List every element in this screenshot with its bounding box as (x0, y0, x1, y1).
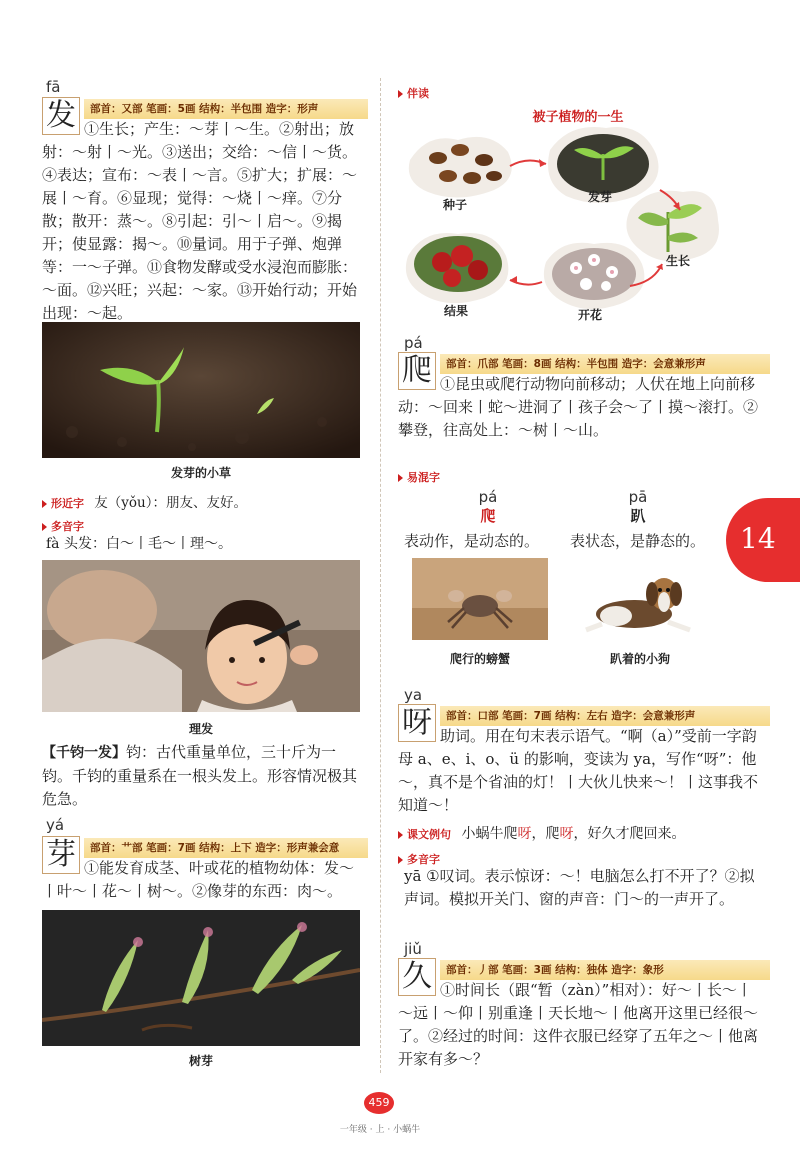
confuse-left-pinyin: pá (478, 488, 498, 506)
ya-particle-definition: 助词。用在句末表示语气。“啊（a）”受前一字韵母 a、e、i、o、ü 的影响，变读为 ya，写作“呀”：他～，真不是个省油的灯！丨大伙儿快来～！丨这事我不知道～！ (398, 727, 759, 814)
ya-bud-character-box: 芽 (42, 836, 80, 874)
example-highlight-2: 呀 (559, 826, 574, 842)
example-mid: ，爬 (531, 826, 560, 842)
reading-tag-wrap (398, 82, 429, 101)
jiu-definition: ①时间长（跟“暂（zàn）”相对）：好～丨长～丨～远丨～仰丨别重逢丨天长地～丨他离开这里已经很～了。②经过的时间：这件衣服已经穿了五年之～丨他离开家有多～？ (398, 981, 759, 1068)
ya-bud-info-bar: 部首：艹部 笔画：7画 结构：上下 造字：形声兼会意 (84, 838, 368, 858)
ya-bud-definition: ①能发育成茎、叶或花的植物幼体：发～丨叶～丨花～丨树～。②像芽的东西：肉～。 (42, 859, 355, 900)
jiu-character-box: 久 (398, 958, 436, 996)
sprout-caption: 发芽的小草 (170, 466, 231, 480)
stage-label-fruit: 结果 (444, 304, 469, 318)
haircut-caption: 理发 (188, 722, 213, 736)
fa-pinyin: fā (46, 78, 61, 96)
ya-particle-pinyin: ya (404, 686, 423, 704)
stage-fruit-image (406, 233, 509, 303)
reading-tag: 伴读 (398, 87, 429, 100)
example-line (398, 823, 685, 843)
pa-pinyin: pá (404, 334, 423, 352)
page-footer: 一年级 · 上 · 小蜗牛 (339, 1125, 421, 1135)
confuse-tag: 易混字 (398, 471, 440, 484)
dog-photo (572, 558, 708, 640)
stage-label-seed: 种子 (443, 198, 468, 212)
haircut-photo (42, 560, 360, 712)
idiom-text: 钧：古代重量单位，三十斤为一钧。千钧的重量系在一根头发上。形容情况极其危急。 (42, 743, 358, 808)
ya-particle-info-bar: 部首：口部 笔画：7画 结构：左右 造字：会意兼形声 (440, 706, 770, 726)
example-highlight-1: 呀 (517, 826, 532, 842)
stage-label-grow: 生长 (666, 254, 691, 268)
example-tag: 课文例句 (398, 828, 451, 841)
confuse-tag-wrap (398, 466, 440, 485)
stage-label-flower: 开花 (578, 308, 603, 322)
stage-grow-image (626, 191, 719, 262)
stage-label-germinate: 发芽 (588, 190, 613, 204)
fa-duoyin-text: fà 头发：白～丨毛～丨理～。 (46, 536, 232, 552)
jiu-pinyin: jiǔ (404, 940, 422, 958)
crab-caption: 爬行的螃蟹 (449, 652, 510, 666)
confuse-right-desc: 表状态，是静态的。 (570, 532, 706, 550)
reading-title: 被子植物的一生 (532, 110, 624, 125)
confuse-right-char: 趴 (630, 507, 646, 525)
stage-flower-image (544, 243, 645, 309)
fa-xingjin-line (42, 491, 247, 511)
fa-duoyin-tag: 多音字 (42, 520, 84, 533)
page-number: 459 (364, 1092, 394, 1114)
pa-definition: ①昆虫或爬行动物向前移动；人伏在地上向前移动：～回来丨蛇～进洞了丨孩子会～了丨摸～滚打。②攀登，往高处上：～树丨～山。 (398, 375, 759, 439)
life-cycle-diagram (398, 120, 758, 325)
pa-character-box: 爬 (398, 352, 436, 390)
tree-bud-caption: 树芽 (188, 1054, 213, 1068)
stage-seed-image (409, 137, 512, 198)
idiom-title: 【千钧一发】 (42, 745, 126, 761)
sprout-photo (42, 322, 360, 458)
ya-duoyin-text: yā ①叹词。表示惊讶：～！电脑怎么打不开了？②拟声词。模拟开关门、窗的声音：门～的一声开了。 (404, 867, 755, 908)
chapter-number: 14 (740, 522, 776, 555)
fa-info-bar: 部首：又部 笔画：5画 结构：半包围 造字：形声 (84, 99, 368, 119)
pa-info-bar: 部首：爪部 笔画：8画 结构：半包围 造字：会意兼形声 (440, 354, 770, 374)
ya-bud-pinyin: yá (46, 816, 65, 834)
example-post: ，好久才爬回来。 (573, 826, 686, 842)
confuse-left-char: 爬 (480, 507, 496, 525)
confuse-right-pinyin: pā (628, 488, 648, 506)
ya-particle-character-box: 呀 (398, 704, 436, 742)
example-pre: 小蜗牛爬 (461, 826, 518, 842)
jiu-info-bar: 部首：丿部 笔画：3画 结构：独体 造字：象形 (440, 960, 770, 980)
xingjin-tag: 形近字 (42, 497, 84, 510)
fa-character-box: 发 (42, 97, 80, 135)
dog-caption: 趴着的小狗 (609, 652, 670, 666)
tree-bud-photo (42, 910, 360, 1046)
crab-photo (412, 558, 548, 640)
fa-duoyin-tag-wrap (42, 515, 84, 534)
confuse-left-desc: 表动作，是动态的。 (404, 532, 540, 550)
idiom-block (42, 741, 360, 811)
fa-definition: ①生长；产生：～芽丨～生。②射出；放射：～射丨～光。③送出；交给：～信丨～货。④表达；宣布：～表丨～言。⑤扩大；扩展：～展丨～育。⑥显现；觉得：～烧丨～痒。⑦分散；散开：蒸～。⑧引起：引～丨启～。⑨揭开；使显露：揭～。⑩量词。用于子弹、炮弹等：一～子弹。⑪食物发酵或受水浸泡而膨胀：～面。⑫兴旺；兴起：～家。⑬开始行动；开始出现：～起。 (42, 120, 358, 322)
column-divider (380, 78, 381, 1073)
ya-duoyin-tag: 多音字 (398, 853, 440, 866)
xingjin-text: 友（yǒu）：朋友、友好。 (94, 495, 247, 511)
chapter-side-tab (726, 498, 800, 582)
